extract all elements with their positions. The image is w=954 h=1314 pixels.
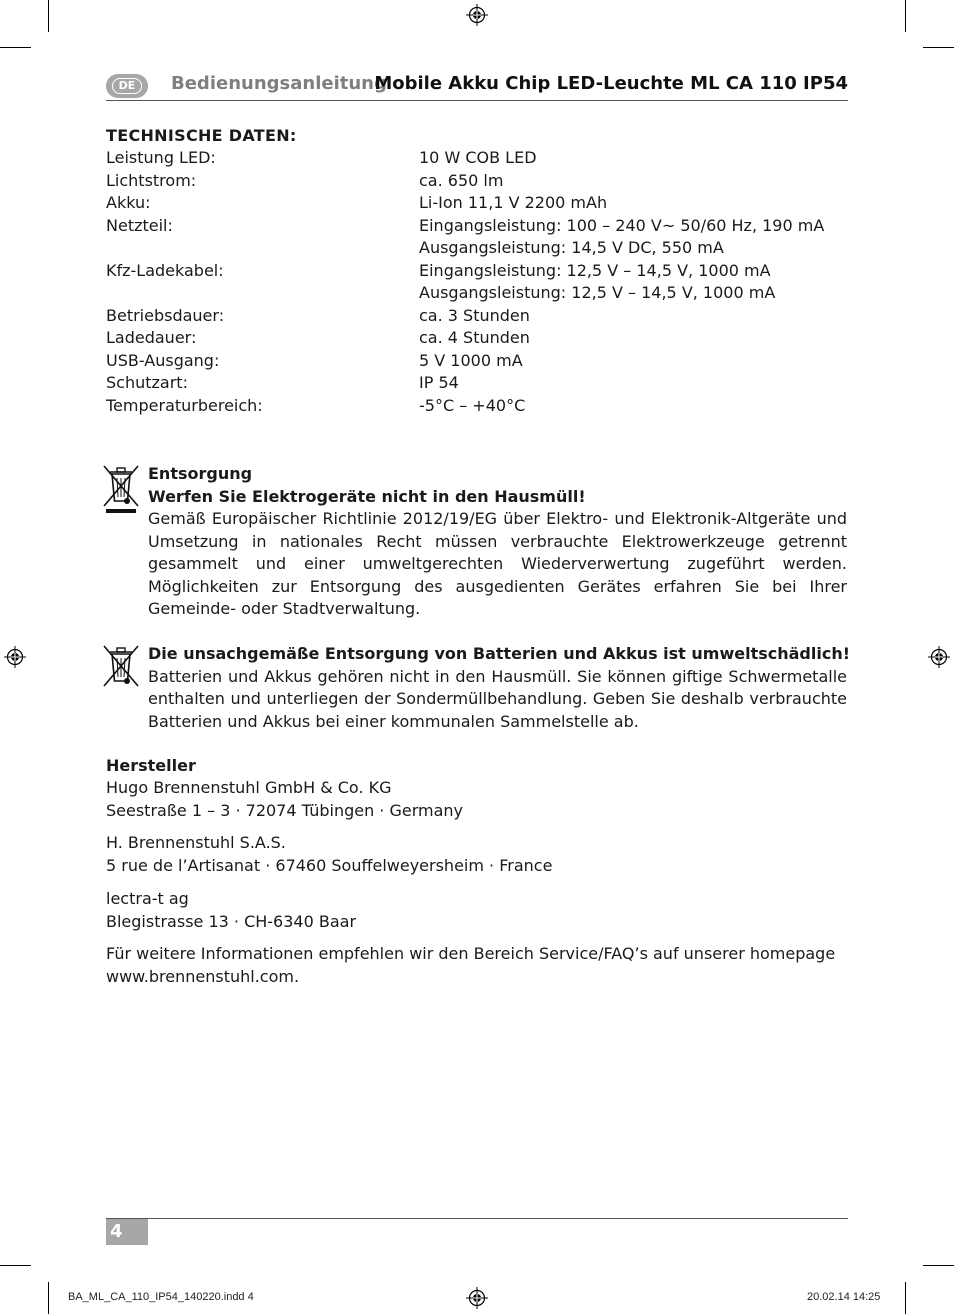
language-badge (106, 74, 148, 98)
spec-value: Eingangsleistung: 100 – 240 V~ 50/60 Hz, 190 mA (419, 215, 825, 235)
spec-values (419, 215, 848, 260)
manufacturer-address: Blegistrasse 13 · CH-6340 Baar (106, 912, 357, 931)
spec-label: Betriebsdauer: (106, 305, 225, 325)
disposal-body: Gemäß Europäischer Richtlinie 2012/19/EG über Elektro- und Elektronik-Altgeräte und Umsetzung in nationales Recht müssen verbrauchte Elektrowerkzeuge getrennt gesammelt und einer umweltgerechten Wiederverwertung zugeführt werden. Möglichkeiten zur Entsorgung des ausgedienten Gerätes erfahren Sie bei Ihrer Gemeinde- oder Stadtverwaltung. (148, 509, 847, 618)
spec-label: Temperaturbereich: (106, 395, 263, 415)
spec-values (419, 327, 848, 350)
spec-label: Leistung LED: (106, 148, 216, 167)
spec-values (419, 350, 848, 373)
registration-mark-icon (466, 1287, 488, 1309)
crossed-bin-battery-icon (101, 643, 141, 687)
spec-row (106, 372, 848, 395)
crop-mark (905, 1282, 906, 1314)
spec-label: Lichtstrom: (106, 170, 197, 190)
battery-section (148, 643, 851, 733)
spec-row (106, 147, 848, 170)
disposal-title: Entsorgung (148, 464, 253, 483)
spec-value: Ausgangsleistung: 12,5 V – 14,5 V, 1000 mA (419, 283, 776, 302)
specs-table (106, 147, 848, 417)
spec-value: Li-Ion 11,1 V 2200 mAh (419, 193, 608, 212)
spec-value: Eingangsleistung: 12,5 V – 14,5 V, 1000 mA (419, 260, 771, 280)
spec-row (106, 395, 848, 418)
spec-label: Netzteil: (106, 215, 173, 235)
crop-mark (48, 0, 49, 32)
crossed-bin-icon (101, 463, 141, 515)
disposal-section (148, 463, 847, 621)
spec-label: Kfz-Ladekabel: (106, 260, 224, 280)
battery-body: Batterien und Akkus gehören nicht in den Hausmüll. Sie können giftige Schwermetalle enthalten und unterliegen der Sondermüllbehandlung. Geben Sie deshalb verbrauchte Batterien und Akkus bei einer kommunalen Sammelstelle ab. (148, 666, 847, 731)
registration-mark-icon (928, 646, 950, 668)
spec-row (106, 260, 848, 305)
info-text: Für weitere Informationen empfehlen wir den Bereich Service/FAQ’s auf unserer homepage (106, 944, 836, 963)
spec-label: Schutzart: (106, 373, 188, 392)
spec-row (106, 192, 848, 215)
manual-title: Bedienungsanleitung (171, 73, 387, 94)
manufacturer-title: Hersteller (106, 756, 196, 775)
spec-values (419, 147, 848, 170)
crop-mark (905, 0, 906, 32)
spec-label: Ladedauer: (106, 328, 197, 347)
product-title: Mobile Akku Chip LED-Leuchte ML CA 110 IP54 (374, 73, 848, 94)
language-badge-label: DE (112, 78, 143, 94)
spec-values (419, 395, 848, 418)
manufacturer-address: 5 rue de l’Artisanat · 67460 Souffelweyersheim · France (106, 856, 553, 875)
spec-values (419, 305, 848, 328)
manufacturer-name: Hugo Brennenstuhl GmbH & Co. KG (106, 778, 392, 797)
crop-mark (0, 1265, 31, 1266)
spec-row (106, 170, 848, 193)
manufacturer-address: Seestraße 1 – 3 · 72074 Tübingen · Germany (106, 801, 464, 820)
spec-row (106, 350, 848, 373)
spec-value: ca. 3 Stunden (419, 305, 530, 325)
spec-label: Akku: (106, 193, 151, 212)
website-link[interactable]: www.brennenstuhl.com. (106, 967, 300, 986)
spec-values (419, 260, 848, 305)
crop-mark (48, 1282, 49, 1314)
spec-value: ca. 650 lm (419, 170, 504, 190)
page-number: 4 (106, 1219, 148, 1245)
spec-values (419, 372, 848, 395)
spec-value: Ausgangsleistung: 14,5 V DC, 550 mA (419, 238, 724, 257)
manufacturer-name: lectra-t ag (106, 889, 189, 908)
spec-values (419, 170, 848, 193)
crop-mark (0, 47, 31, 48)
spec-row (106, 305, 848, 328)
spec-value: -5°C – +40°C (419, 395, 526, 415)
battery-title: Die unsachgemäße Entsorgung von Batterien und Akkus ist umweltschädlich! (148, 644, 851, 663)
spec-label: USB-Ausgang: (106, 350, 220, 370)
spec-values (419, 192, 848, 215)
spec-value: 10 W COB LED (419, 148, 537, 167)
registration-mark-icon (4, 646, 26, 668)
footer-divider (106, 1218, 848, 1219)
spec-row (106, 327, 848, 350)
registration-mark-icon (466, 4, 488, 26)
spec-row (106, 215, 848, 260)
spec-value: 5 V 1000 mA (419, 350, 523, 370)
manufacturer-name: H. Brennenstuhl S.A.S. (106, 833, 286, 852)
specs-heading: TECHNISCHE DATEN: (106, 126, 297, 145)
crop-mark (923, 1265, 954, 1266)
file-slug: BA_ML_CA_110_IP54_140220.indd 4 (68, 1291, 254, 1303)
header-divider (106, 100, 848, 101)
spec-value: ca. 4 Stunden (419, 328, 530, 347)
date-slug: 20.02.14 14:25 (807, 1291, 881, 1303)
crop-mark (923, 47, 954, 48)
spec-value: IP 54 (419, 373, 459, 392)
disposal-subtitle: Werfen Sie Elektrogeräte nicht in den Hausmüll! (148, 486, 586, 506)
